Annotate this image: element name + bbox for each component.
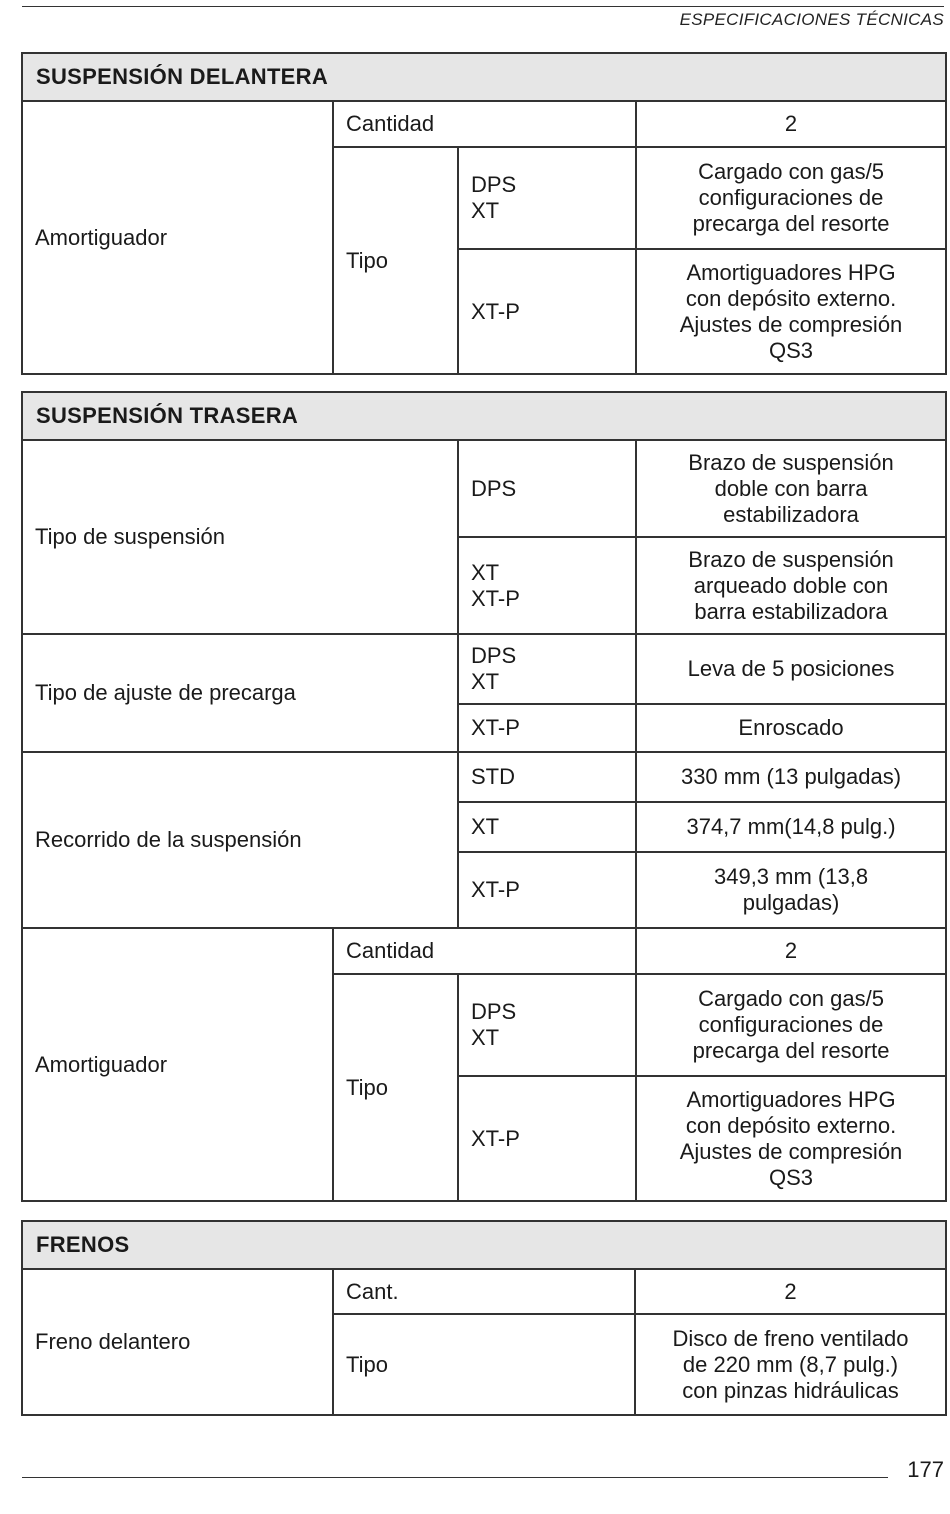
- type-label: Tipo: [333, 147, 458, 374]
- front-suspension-table: [21, 52, 947, 375]
- model-cell: DPS XT: [458, 974, 636, 1076]
- section-title: SUSPENSIÓN DELANTERA: [22, 53, 946, 101]
- rear-suspension-table: [21, 391, 947, 1202]
- quantity-label: Cantidad: [333, 928, 636, 974]
- value-cell: Leva de 5 posiciones: [636, 634, 946, 704]
- quantity-value: 2: [636, 928, 946, 974]
- model-cell: DPS XT: [458, 634, 636, 704]
- section-title: SUSPENSIÓN TRASERA: [22, 392, 946, 440]
- value-cell: Enroscado: [636, 704, 946, 752]
- row-label: Amortiguador: [22, 928, 333, 1201]
- value-cell: Amortiguadores HPG con depósito externo. Ajustes de compresión QS3: [636, 1076, 946, 1201]
- value-cell: Disco de freno ventilado de 220 mm (8,7 pulg.) con pinzas hidráulicas: [635, 1314, 946, 1415]
- value-cell: 349,3 mm (13,8 pulgadas): [636, 852, 946, 928]
- row-label: Tipo de ajuste de precarga: [22, 634, 458, 752]
- model-cell: DPS XT: [458, 147, 636, 249]
- value-cell: Amortiguadores HPG con depósito externo. Ajustes de compresión QS3: [636, 249, 946, 374]
- model-cell: XT: [458, 802, 636, 852]
- model-cell: DPS: [458, 440, 636, 537]
- section-title: FRENOS: [22, 1221, 946, 1269]
- value-cell: 330 mm (13 pulgadas): [636, 752, 946, 802]
- model-cell: STD: [458, 752, 636, 802]
- model-cell: XT-P: [458, 704, 636, 752]
- quantity-label: Cantidad: [333, 101, 636, 147]
- model-cell: XT-P: [458, 1076, 636, 1201]
- row-label: Amortiguador: [22, 101, 333, 374]
- model-cell: XT XT-P: [458, 537, 636, 634]
- row-label: Recorrido de la suspensión: [22, 752, 458, 928]
- page-number: 177: [907, 1457, 944, 1482]
- bottom-rule: [22, 1477, 888, 1478]
- value-cell: Brazo de suspensión arqueado doble con barra estabilizadora: [636, 537, 946, 634]
- model-cell: XT-P: [458, 852, 636, 928]
- row-label: Tipo de suspensión: [22, 440, 458, 634]
- model-cell: XT-P: [458, 249, 636, 374]
- top-rule: [22, 6, 944, 7]
- quantity-value: 2: [636, 101, 946, 147]
- brakes-table: [21, 1220, 947, 1416]
- running-header: ESPECIFICACIONES TÉCNICAS: [679, 10, 944, 29]
- row-label: Freno delantero: [22, 1269, 333, 1415]
- value-cell: Cargado con gas/5 configuraciones de precarga del resorte: [636, 974, 946, 1076]
- value-cell: Brazo de suspensión doble con barra estabilizadora: [636, 440, 946, 537]
- type-label: Tipo: [333, 1314, 635, 1415]
- quantity-label: Cant.: [333, 1269, 635, 1314]
- type-label: Tipo: [333, 974, 458, 1201]
- value-cell: Cargado con gas/5 configuraciones de precarga del resorte: [636, 147, 946, 249]
- value-cell: 374,7 mm(14,8 pulg.): [636, 802, 946, 852]
- quantity-value: 2: [635, 1269, 946, 1314]
